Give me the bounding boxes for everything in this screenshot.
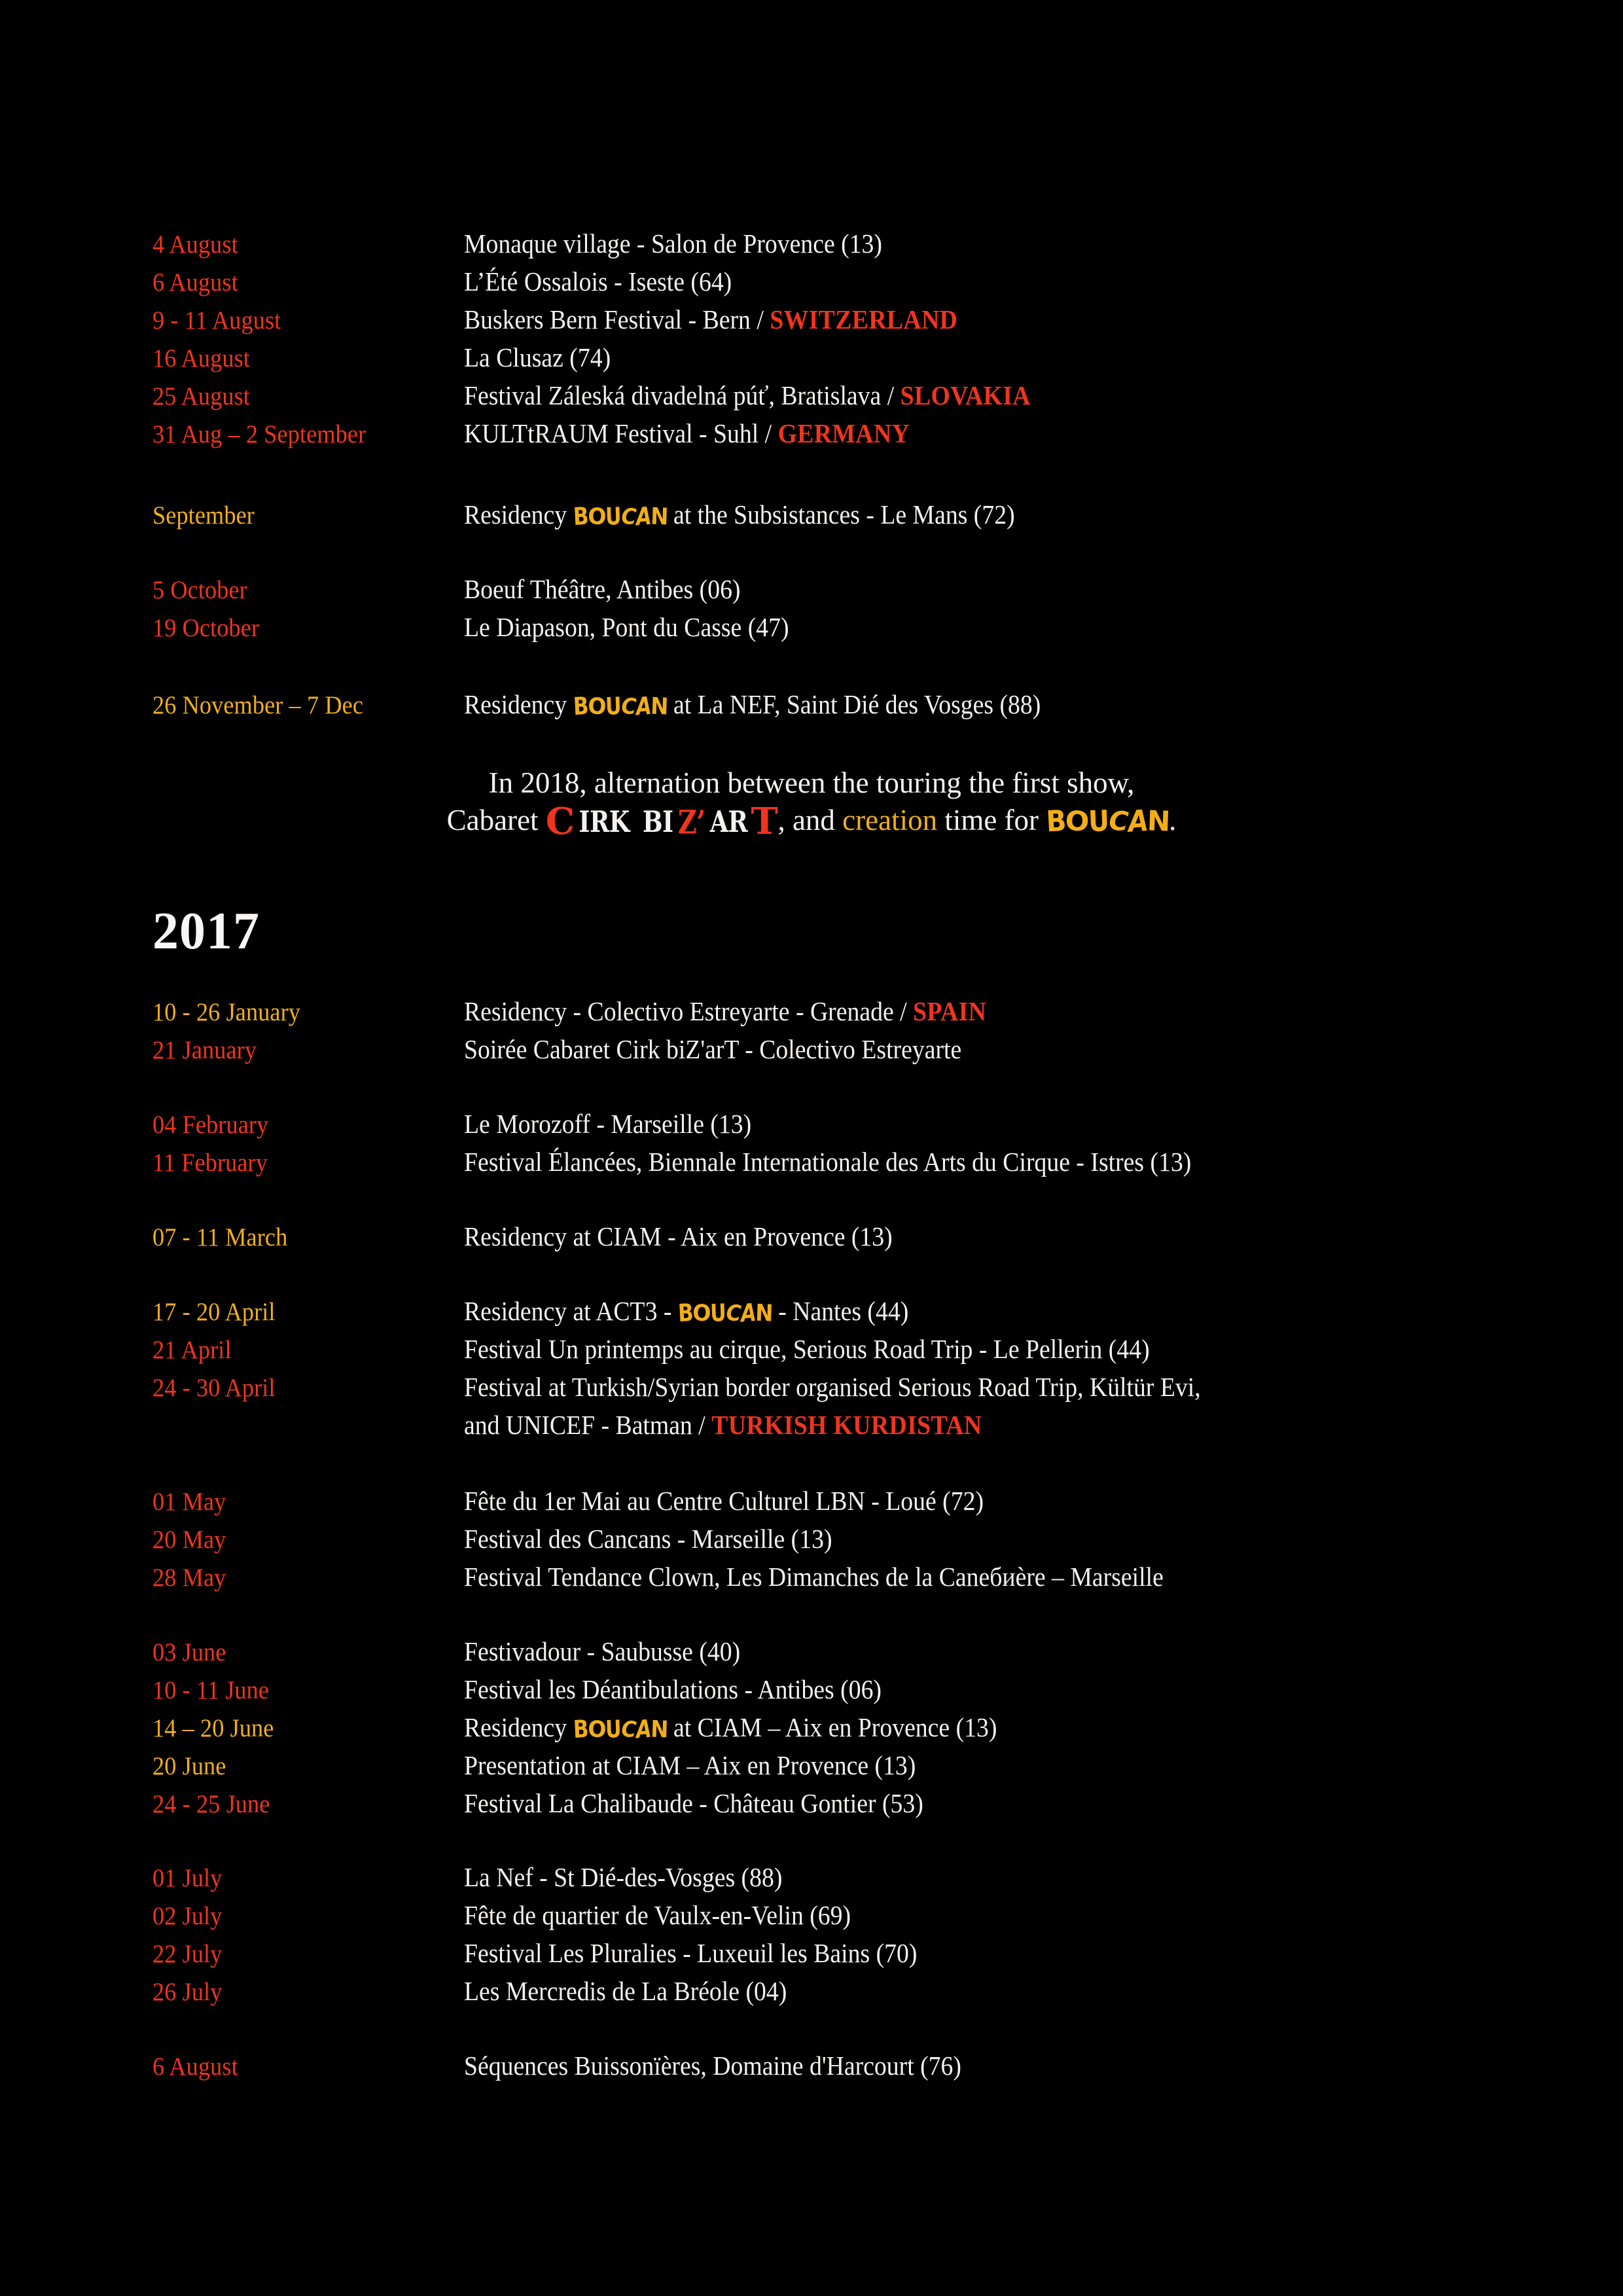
desc-text: Festival Un printemps au cirque, Serious Road Trip - Le Pellerin (44)	[464, 1334, 1150, 1364]
row-date: 03 June	[152, 1638, 226, 1666]
block-october-2018	[152, 576, 1527, 652]
row-date: 31 Aug – 2 September	[152, 420, 366, 448]
list-item	[152, 576, 1527, 614]
statement-2018	[0, 764, 1623, 843]
list-item	[152, 306, 1527, 344]
creation-word: creation	[842, 803, 938, 836]
row-date: 21 April	[152, 1336, 232, 1364]
row-description	[464, 382, 1442, 410]
list-item	[152, 1488, 1527, 1526]
row-date: 25 August	[152, 382, 250, 410]
desc-text: Le Diapason, Pont du Casse (47)	[464, 612, 789, 642]
country-tag: SLOVAKIA	[900, 380, 1031, 410]
list-item	[152, 998, 1527, 1036]
row-description	[464, 1374, 1442, 1401]
country-tag: TURKISH KURDISTAN	[711, 1410, 982, 1440]
list-item	[152, 1336, 1527, 1374]
row-date: 17 - 20 April	[152, 1298, 276, 1326]
list-item	[152, 1223, 1527, 1261]
row-description	[464, 1526, 1442, 1553]
list-item	[152, 1902, 1527, 1940]
country-tag: SWITZERLAND	[770, 304, 958, 334]
row-date: 9 - 11 August	[152, 306, 281, 334]
row-description	[464, 614, 1442, 641]
desc-text: Fête de quartier de Vaulx-en-Velin (69)	[464, 1900, 851, 1930]
desc-text: Festival La Chalibaude - Château Gontier (53)	[464, 1788, 923, 1818]
row-date: 28 May	[152, 1564, 226, 1592]
list-item	[152, 1978, 1527, 2016]
row-date: 6 August	[152, 2053, 238, 2081]
row-date: 24 - 25 June	[152, 1790, 270, 1818]
desc-text: Séquences Buissonïères, Domaine d'Harcourt (76)	[464, 2051, 961, 2081]
row-date: 4 August	[152, 230, 238, 259]
statement-line-2	[0, 800, 1623, 843]
desc-text: Festival Élancées, Biennale Internationale des Arts du Cirque - Istres (13)	[464, 1147, 1192, 1177]
list-item-continuation	[152, 1412, 1527, 1450]
desc-text: Le Morozoff - Marseille (13)	[464, 1109, 752, 1139]
desc-text: L’Été Ossalois - Iseste (64)	[464, 266, 732, 296]
boucan-logo: BOUCAN	[573, 1714, 668, 1744]
desc-text: Residency at CIAM - Aix en Provence (13)	[464, 1221, 893, 1251]
list-item	[152, 1526, 1527, 1564]
list-item	[152, 2053, 1527, 2090]
row-date: 07 - 11 March	[152, 1223, 288, 1251]
list-item	[152, 691, 1527, 729]
block-march-2017	[152, 1223, 1527, 1261]
row-description	[464, 1676, 1442, 1704]
desc-text: Festival Záleská divadelná púť, Bratislava /	[464, 380, 901, 410]
row-description	[464, 1412, 1442, 1439]
row-description	[464, 1790, 1442, 1818]
boucan-logo: BOUCAN	[573, 501, 668, 531]
desc-text: Presentation at CIAM – Aix en Provence (13)	[464, 1750, 916, 1780]
desc-text: Soirée Cabaret Cirk biZ'arT - Colectivo Estreyarte	[464, 1034, 962, 1064]
block-july-2017	[152, 1864, 1527, 2016]
row-date: 20 June	[152, 1752, 226, 1780]
row-date: 02 July	[152, 1902, 223, 1930]
desc-text: at CIAM – Aix en Provence (13)	[667, 1712, 997, 1742]
desc-text: Residency	[464, 499, 573, 529]
desc-text: Festivadour - Saubusse (40)	[464, 1636, 741, 1666]
statement-mid2: time for	[937, 803, 1046, 836]
statement-mid: , and	[777, 803, 843, 836]
list-item	[152, 1564, 1527, 1602]
list-item	[152, 230, 1527, 268]
list-item	[152, 1149, 1527, 1187]
row-description	[464, 1488, 1442, 1515]
desc-text: Residency at ACT3 -	[464, 1296, 678, 1326]
block-april-2017	[152, 1298, 1527, 1450]
row-description	[464, 1864, 1442, 1892]
list-item	[152, 1752, 1527, 1790]
desc-text: Festival des Cancans - Marseille (13)	[464, 1524, 832, 1554]
row-description	[464, 691, 1442, 719]
cirk-bizart-logo: C IRK BI Z’ ART	[545, 800, 778, 843]
list-item	[152, 1940, 1527, 1978]
list-item	[152, 420, 1527, 458]
block-june-2017	[152, 1638, 1527, 1828]
row-date: 11 February	[152, 1149, 268, 1177]
row-date: 24 - 30 April	[152, 1374, 276, 1402]
desc-text: Residency	[464, 689, 573, 719]
row-description	[464, 344, 1442, 372]
list-item	[152, 1111, 1527, 1149]
row-description	[464, 306, 1442, 334]
row-description	[464, 1714, 1442, 1742]
row-description	[464, 1902, 1442, 1929]
desc-text: Festival Tendance Clown, Les Dimanches de la Caneбиère – Marseille	[464, 1562, 1164, 1592]
desc-text: Residency - Colectivo Estreyarte - Grenade /	[464, 996, 914, 1026]
desc-text: at the Subsistances - Le Mans (72)	[667, 499, 1015, 529]
row-date: 01 July	[152, 1864, 223, 1892]
desc-text: Festival Les Pluralies - Luxeuil les Bains (70)	[464, 1938, 918, 1968]
row-description	[464, 1223, 1442, 1251]
statement-line-1: In 2018, alternation between the touring the first show,	[488, 766, 1135, 799]
block-february-2017	[152, 1111, 1527, 1187]
row-description	[464, 230, 1442, 258]
desc-text: Monaque village - Salon de Provence (13)	[464, 228, 882, 259]
statement-prefix: Cabaret	[446, 803, 546, 836]
row-description	[464, 1940, 1442, 1967]
block-august-2017	[152, 2053, 1527, 2090]
boucan-logo: BOUCAN	[573, 691, 668, 721]
desc-text: at La NEF, Saint Dié des Vosges (88)	[667, 689, 1041, 719]
desc-text: Festival at Turkish/Syrian border organised Serious Road Trip, Kültür Evi,	[464, 1372, 1201, 1402]
row-description	[464, 998, 1442, 1026]
list-item	[152, 1036, 1527, 1074]
list-item	[152, 1374, 1527, 1412]
block-november-2018	[152, 691, 1527, 729]
row-description	[464, 1036, 1442, 1064]
desc-text: - Nantes (44)	[772, 1296, 909, 1326]
row-date: 01 May	[152, 1488, 226, 1516]
row-date: 22 July	[152, 1940, 223, 1968]
row-date: 16 August	[152, 344, 250, 372]
row-description	[464, 1149, 1442, 1176]
row-date: 10 - 11 June	[152, 1676, 270, 1704]
row-description	[464, 1638, 1442, 1666]
row-date: 21 January	[152, 1036, 257, 1064]
desc-text: Buskers Bern Festival - Bern /	[464, 304, 770, 334]
row-description	[464, 1296, 1442, 1328]
list-item	[152, 614, 1527, 652]
row-date: 10 - 26 January	[152, 998, 301, 1026]
row-description	[464, 2053, 1442, 2080]
boucan-logo: BOUCAN	[1045, 803, 1169, 839]
list-item	[152, 1638, 1527, 1676]
desc-text: and UNICEF - Batman /	[464, 1410, 712, 1440]
statement-period: .	[1169, 803, 1177, 836]
desc-text: La Nef - St Dié-des-Vosges (88)	[464, 1862, 783, 1892]
row-description	[464, 576, 1442, 603]
list-item	[152, 1676, 1527, 1714]
row-date: September	[152, 501, 255, 529]
desc-text: Residency	[464, 1712, 573, 1742]
row-description	[464, 501, 1442, 529]
list-item	[152, 1864, 1527, 1902]
desc-text: La Clusaz (74)	[464, 342, 611, 372]
desc-text: Les Mercredis de La Bréole (04)	[464, 1976, 787, 2006]
row-description	[464, 1111, 1442, 1138]
country-tag: SPAIN	[913, 996, 987, 1026]
row-date: 5 October	[152, 576, 247, 604]
country-tag: GERMANY	[777, 418, 910, 448]
row-date: 19 October	[152, 614, 260, 642]
row-description	[464, 1336, 1442, 1363]
row-date: 26 July	[152, 1978, 223, 2006]
row-description	[464, 420, 1442, 448]
block-january-2017	[152, 998, 1527, 1074]
desc-text: Fête du 1er Mai au Centre Culturel LBN - Loué (72)	[464, 1486, 984, 1516]
row-date: 14 – 20 June	[152, 1714, 274, 1742]
row-description	[464, 1978, 1442, 2005]
row-date: 20 May	[152, 1526, 226, 1554]
desc-text: Festival les Déantibulations - Antibes (06)	[464, 1674, 882, 1704]
row-date: 6 August	[152, 268, 238, 296]
list-item	[152, 344, 1527, 382]
row-date: 26 November – 7 Dec	[152, 691, 364, 719]
row-description	[464, 1564, 1442, 1591]
list-item	[152, 501, 1527, 539]
page-title: 2017	[152, 903, 260, 960]
boucan-logo: BOUCAN	[677, 1298, 773, 1328]
list-item	[152, 1714, 1527, 1752]
row-description	[464, 268, 1442, 296]
row-date: 04 February	[152, 1111, 269, 1139]
block-august-2018	[152, 230, 1527, 458]
list-item	[152, 382, 1527, 420]
desc-text: Boeuf Théâtre, Antibes (06)	[464, 574, 741, 604]
list-item	[152, 268, 1527, 306]
desc-text: KULTtRAUM Festival - Suhl /	[464, 418, 778, 448]
block-may-2017	[152, 1488, 1527, 1602]
block-september-2018	[152, 501, 1527, 539]
list-item	[152, 1298, 1527, 1336]
row-description	[464, 1752, 1442, 1780]
list-item	[152, 1790, 1527, 1828]
